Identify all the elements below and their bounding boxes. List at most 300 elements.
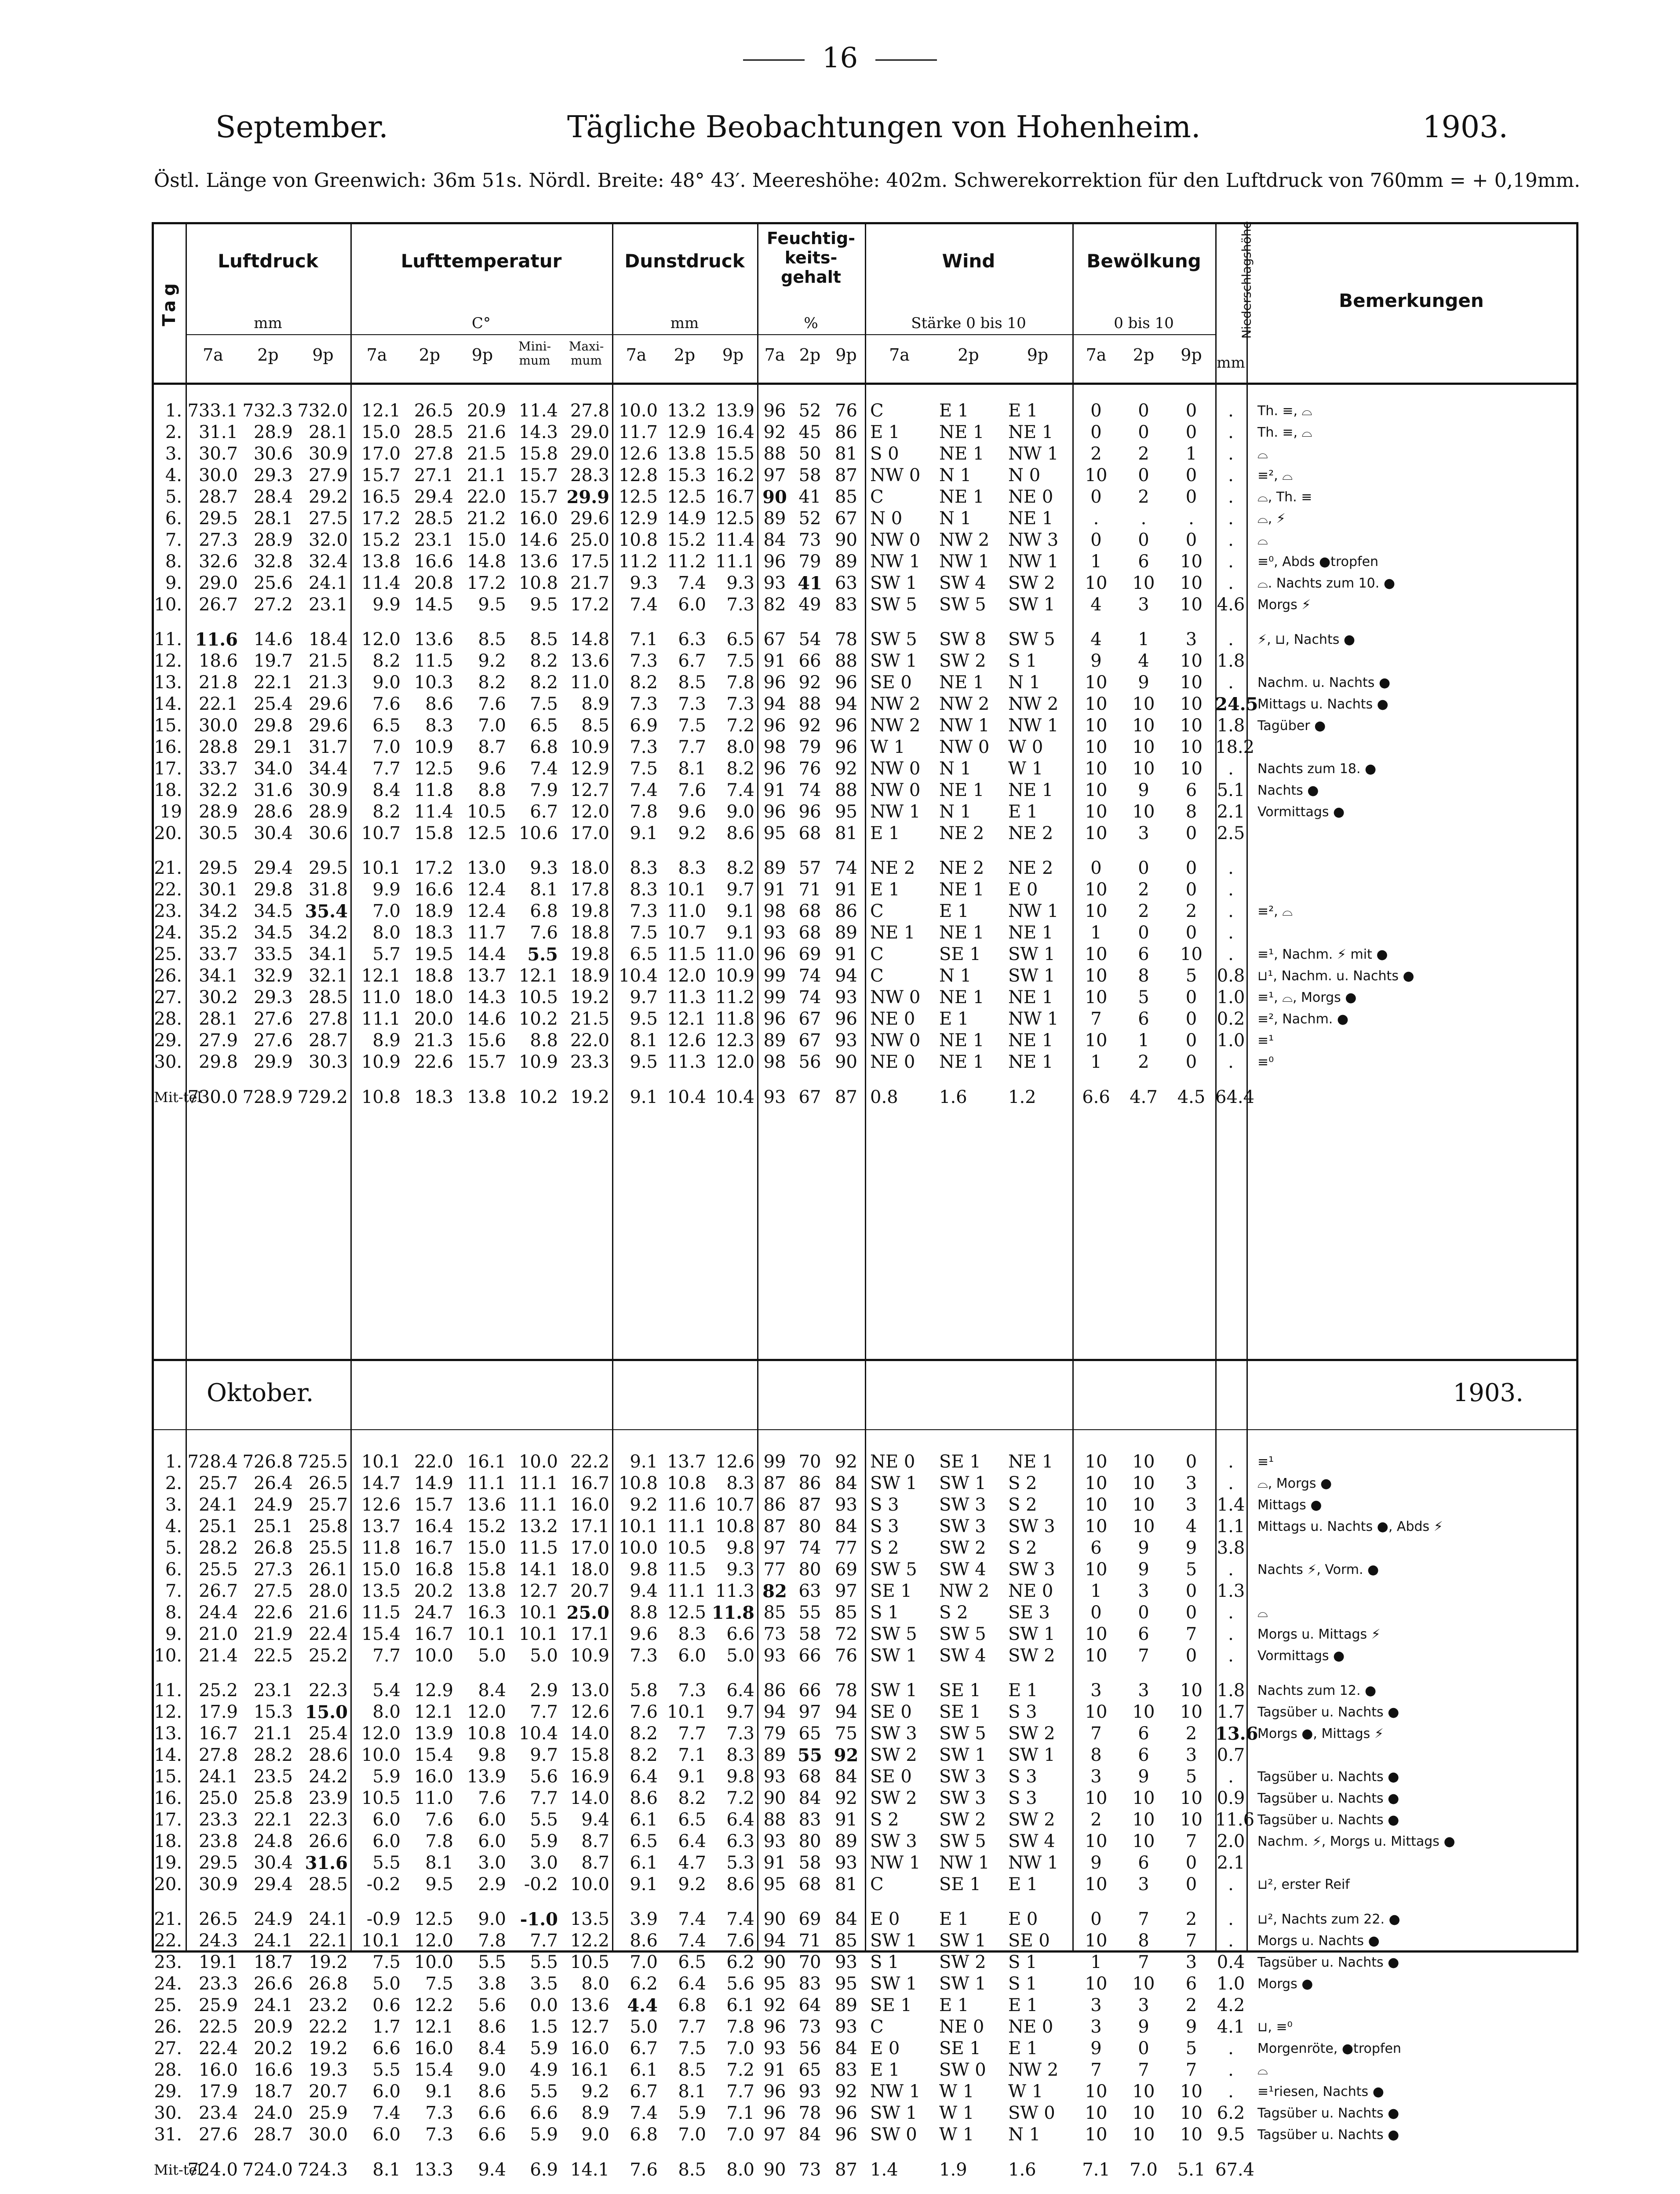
value-cell: 90 bbox=[763, 2160, 786, 2180]
value-cell: 93 bbox=[763, 1831, 786, 1851]
value-cell: 74 bbox=[798, 987, 821, 1008]
value-cell: 1.6 bbox=[939, 1087, 967, 1107]
value-cell: 10 bbox=[1085, 737, 1108, 757]
value-cell: 7.4 bbox=[372, 2103, 401, 2123]
value-cell: SW 1 bbox=[939, 1745, 986, 1765]
value-cell: 7.0 bbox=[630, 1952, 658, 1972]
value-cell: 9.2 bbox=[630, 1495, 658, 1515]
value-cell: 2 bbox=[1138, 901, 1149, 921]
value-cell: 7.8 bbox=[726, 672, 754, 693]
value-cell: NW 1 bbox=[939, 551, 990, 572]
day-cell: 2. bbox=[165, 422, 182, 442]
value-cell: 99 bbox=[763, 1452, 786, 1472]
value-cell: NE 1 bbox=[939, 923, 984, 943]
value-cell: 29.4 bbox=[253, 1874, 293, 1895]
value-cell: 13.9 bbox=[414, 1723, 453, 1744]
value-cell: 20.9 bbox=[466, 401, 506, 421]
value-cell: 25.5 bbox=[198, 1559, 238, 1580]
value-cell: 20.8 bbox=[414, 573, 453, 593]
value-cell: 0.6 bbox=[372, 1995, 401, 2015]
value-cell: 5 bbox=[1185, 966, 1197, 986]
value-cell: 25.0 bbox=[570, 530, 609, 550]
value-cell: 5.0 bbox=[530, 1646, 558, 1666]
value-cell: 31.1 bbox=[198, 422, 238, 442]
value-cell: 15.3 bbox=[667, 465, 706, 486]
value-cell: 81 bbox=[835, 823, 857, 843]
value-cell: 1 bbox=[1090, 1052, 1102, 1072]
value-cell: SW 1 bbox=[870, 651, 917, 671]
value-cell: 22.5 bbox=[198, 2017, 238, 2037]
value-cell: 8.6 bbox=[630, 1931, 658, 1951]
observation-table-frame bbox=[152, 221, 1578, 2180]
value-cell: 10 bbox=[1085, 1646, 1108, 1666]
value-cell: 27.1 bbox=[414, 465, 453, 486]
value-cell: 15.7 bbox=[414, 1495, 453, 1515]
value-cell: 2 bbox=[1138, 487, 1149, 507]
value-cell: 31.7 bbox=[308, 737, 348, 757]
value-cell: 19.2 bbox=[308, 1952, 348, 1972]
value-cell: 12.0 bbox=[414, 1931, 453, 1951]
value-cell: 69 bbox=[835, 1559, 857, 1580]
value-cell: 14.9 bbox=[414, 1473, 453, 1493]
value-cell: 10 bbox=[1085, 2103, 1108, 2123]
value-cell: N 1 bbox=[939, 966, 972, 986]
value-cell: 4.6 bbox=[1217, 595, 1245, 615]
value-cell: . bbox=[1228, 1909, 1234, 1929]
value-cell: 6.6 bbox=[530, 2103, 558, 2123]
value-cell: 49 bbox=[798, 595, 821, 615]
value-cell: 6.2 bbox=[630, 1974, 658, 1994]
value-cell: 8.2 bbox=[630, 672, 658, 693]
value-cell: 6.8 bbox=[630, 2125, 658, 2145]
value-cell: 21.0 bbox=[198, 1624, 238, 1644]
value-cell: 8.2 bbox=[530, 672, 558, 693]
value-cell: 58 bbox=[798, 1624, 821, 1644]
value-cell: 24.1 bbox=[308, 573, 348, 593]
value-cell: 9 bbox=[1090, 1853, 1102, 1873]
value-cell: 2 bbox=[1185, 1723, 1197, 1744]
value-cell: 89 bbox=[835, 1831, 857, 1851]
value-cell: 13.5 bbox=[570, 1909, 609, 1929]
value-cell: 28.1 bbox=[198, 1009, 238, 1029]
value-cell: 28.4 bbox=[253, 487, 293, 507]
value-cell: N 1 bbox=[1008, 2125, 1041, 2145]
value-cell: 9.8 bbox=[726, 1767, 754, 1787]
value-cell: 14.1 bbox=[518, 1559, 558, 1580]
value-cell: C bbox=[870, 944, 884, 964]
value-cell: 8.6 bbox=[478, 2017, 506, 2037]
day-cell: 3. bbox=[165, 1495, 182, 1515]
value-cell: 10.9 bbox=[715, 966, 754, 986]
table-row bbox=[154, 944, 1576, 965]
table-row bbox=[154, 1451, 1576, 1473]
value-cell: SW 2 bbox=[939, 1952, 986, 1972]
value-cell: 12.0 bbox=[667, 966, 706, 986]
value-cell: E 1 bbox=[1008, 1874, 1038, 1895]
value-cell: 23.1 bbox=[414, 530, 453, 550]
value-cell: 21.2 bbox=[466, 508, 506, 529]
value-cell: 17.0 bbox=[361, 444, 401, 464]
value-cell: 7.5 bbox=[630, 923, 658, 943]
value-cell: E 1 bbox=[870, 880, 900, 900]
value-cell: 10 bbox=[1132, 802, 1155, 822]
value-cell: 41 bbox=[798, 573, 822, 594]
tmin-header: Mini-mum bbox=[518, 339, 551, 368]
value-cell: 91 bbox=[763, 2060, 786, 2080]
title-row bbox=[215, 110, 1508, 154]
table-row bbox=[154, 1766, 1576, 1788]
mean-row bbox=[154, 2146, 1576, 2194]
value-cell: 5.9 bbox=[530, 2125, 558, 2145]
value-cell: 12.1 bbox=[361, 966, 401, 986]
value-cell: 84 bbox=[835, 1516, 857, 1537]
value-cell: 13.0 bbox=[570, 1680, 609, 1701]
value-cell: 3.5 bbox=[530, 1974, 558, 1994]
value-cell: 24.5 bbox=[1215, 694, 1258, 715]
value-cell: 12.6 bbox=[361, 1495, 401, 1515]
remark-cell: ≡², Nachm. ● bbox=[1257, 1011, 1349, 1027]
value-cell: 19.7 bbox=[253, 651, 293, 671]
value-cell: 8.3 bbox=[726, 1745, 754, 1765]
value-cell: 16.6 bbox=[414, 551, 453, 572]
value-cell: 8.2 bbox=[630, 1745, 658, 1765]
value-cell: 18.7 bbox=[253, 1952, 293, 1972]
value-cell: 22.1 bbox=[253, 672, 293, 693]
value-cell: 25.7 bbox=[308, 1495, 348, 1515]
value-cell: 10.1 bbox=[618, 1516, 658, 1537]
value-cell: 11.3 bbox=[715, 1581, 754, 1601]
remark-cell: ≡², ⌓ bbox=[1257, 904, 1293, 919]
value-cell: 9.0 bbox=[478, 2060, 506, 2080]
value-cell: 83 bbox=[835, 595, 857, 615]
table-row bbox=[154, 1723, 1576, 1745]
value-cell: 1.8 bbox=[1217, 716, 1245, 736]
value-cell: S 1 bbox=[870, 1952, 899, 1972]
table-row bbox=[154, 987, 1576, 1008]
value-cell: 7.7 bbox=[530, 1931, 558, 1951]
value-cell: SW 5 bbox=[939, 1723, 986, 1744]
w2-header: 2p bbox=[958, 345, 979, 365]
value-cell: 56 bbox=[798, 2038, 821, 2059]
value-cell: 27.5 bbox=[308, 508, 348, 529]
value-cell: 13.6 bbox=[518, 551, 558, 572]
day-cell: 22. bbox=[154, 880, 182, 900]
value-cell: 9.2 bbox=[678, 823, 706, 843]
value-cell: 8.2 bbox=[478, 672, 506, 693]
value-cell: 29.8 bbox=[253, 716, 293, 736]
value-cell: 12.6 bbox=[570, 1702, 609, 1722]
value-cell: 27.9 bbox=[308, 465, 348, 486]
value-cell: C bbox=[870, 966, 884, 986]
value-cell: 7.8 bbox=[726, 2017, 754, 2037]
value-cell: 7.4 bbox=[630, 595, 658, 615]
value-cell: 2 bbox=[1185, 1909, 1197, 1929]
oktober-month-label: Oktober. bbox=[207, 1379, 314, 1407]
value-cell: 1.0 bbox=[1217, 1030, 1245, 1051]
value-cell: 32.0 bbox=[308, 530, 348, 550]
value-cell: 5 bbox=[1138, 987, 1149, 1008]
value-cell: 18.6 bbox=[198, 651, 238, 671]
value-cell: E 0 bbox=[870, 1909, 900, 1929]
value-cell: 10 bbox=[1085, 716, 1108, 736]
remark-cell: ⌓ bbox=[1257, 533, 1268, 548]
value-cell: 18.0 bbox=[570, 858, 609, 878]
value-cell: 10 bbox=[1085, 1559, 1108, 1580]
value-cell: 0 bbox=[1185, 823, 1197, 843]
day-cell: 14. bbox=[154, 1745, 182, 1765]
value-cell: SW 5 bbox=[939, 1831, 986, 1851]
value-cell: 22.6 bbox=[253, 1603, 293, 1623]
value-cell: 10.9 bbox=[414, 737, 453, 757]
value-cell: NE 0 bbox=[1008, 2017, 1053, 2037]
value-cell: 3.9 bbox=[630, 1909, 658, 1929]
value-cell: 67 bbox=[798, 1030, 821, 1051]
value-cell: 8.7 bbox=[581, 1853, 609, 1873]
value-cell: 7 bbox=[1185, 1624, 1197, 1644]
value-cell: 10.8 bbox=[518, 573, 558, 593]
value-cell: NE 0 bbox=[870, 1009, 915, 1029]
value-cell: 28.5 bbox=[414, 422, 453, 442]
remark-cell: Nachts zum 18. ● bbox=[1257, 761, 1377, 777]
value-cell: 15.6 bbox=[466, 1030, 506, 1051]
value-cell: 10.0 bbox=[618, 1538, 658, 1558]
value-cell: 10.4 bbox=[667, 1087, 706, 1107]
value-cell: 8.5 bbox=[678, 2060, 706, 2080]
value-cell: 16.7 bbox=[570, 1473, 609, 1493]
value-cell: 5.5 bbox=[530, 1810, 558, 1830]
value-cell: 0 bbox=[1185, 1052, 1197, 1072]
value-cell: . bbox=[1093, 508, 1099, 529]
value-cell: 15.0 bbox=[361, 1559, 401, 1580]
value-cell: 6.6 bbox=[478, 2125, 506, 2145]
value-cell: 34.1 bbox=[308, 944, 348, 964]
subheader-rule bbox=[186, 334, 1215, 335]
value-cell: 74 bbox=[798, 780, 821, 800]
value-cell: 11.1 bbox=[667, 1516, 706, 1537]
value-cell: 12.1 bbox=[414, 2017, 453, 2037]
value-cell: C bbox=[870, 2017, 884, 2037]
value-cell: NW 1 bbox=[870, 2081, 921, 2102]
value-cell: 6.9 bbox=[630, 716, 658, 736]
table-row bbox=[154, 694, 1576, 715]
value-cell: 7 bbox=[1090, 2060, 1102, 2080]
value-cell: 20.2 bbox=[414, 1581, 453, 1601]
value-cell: 89 bbox=[835, 1995, 857, 2015]
value-cell: 18.8 bbox=[570, 923, 609, 943]
value-cell: 17.2 bbox=[414, 858, 453, 878]
value-cell: 24.1 bbox=[198, 1767, 238, 1787]
day-cell: 1. bbox=[165, 1452, 182, 1472]
value-cell: 6.7 bbox=[630, 2038, 658, 2059]
value-cell: 10 bbox=[1132, 1516, 1155, 1537]
value-cell: 7 bbox=[1185, 2060, 1197, 2080]
value-cell: 14.6 bbox=[518, 530, 558, 550]
value-cell: 0 bbox=[1185, 1009, 1197, 1029]
value-cell: E 1 bbox=[939, 1995, 969, 2015]
value-cell: 11.4 bbox=[361, 573, 401, 593]
value-cell: 84 bbox=[763, 530, 786, 550]
value-cell: SE 1 bbox=[939, 1874, 981, 1895]
value-cell: S 3 bbox=[1008, 1767, 1037, 1787]
value-cell: 25.9 bbox=[198, 1995, 238, 2015]
value-cell: 83 bbox=[798, 1974, 821, 1994]
value-cell: SW 4 bbox=[939, 573, 986, 593]
table-row bbox=[154, 1952, 1576, 1973]
value-cell: 84 bbox=[835, 1909, 857, 1929]
table-row bbox=[154, 1645, 1576, 1667]
value-cell: 14.6 bbox=[253, 629, 293, 650]
value-cell: 5.8 bbox=[630, 1680, 658, 1701]
value-cell: 18.8 bbox=[414, 966, 453, 986]
value-cell: 21.5 bbox=[466, 444, 506, 464]
value-cell: W 1 bbox=[870, 737, 905, 757]
value-cell: 6.1 bbox=[630, 1810, 658, 1830]
value-cell: 10.8 bbox=[618, 530, 658, 550]
value-cell: . bbox=[1228, 858, 1234, 878]
day-cell: 12. bbox=[154, 651, 182, 671]
value-cell: E 1 bbox=[1008, 1680, 1038, 1701]
value-cell: 31.6 bbox=[305, 1853, 348, 1873]
day-cell: 7. bbox=[165, 1581, 182, 1601]
day-cell: 11. bbox=[154, 1680, 182, 1701]
value-cell: 6.5 bbox=[678, 1952, 706, 1972]
value-cell: 8.7 bbox=[478, 737, 506, 757]
value-cell: 93 bbox=[763, 573, 786, 593]
value-cell: NE 1 bbox=[1008, 1052, 1053, 1072]
value-cell: 85 bbox=[835, 1931, 857, 1951]
value-cell: NW 0 bbox=[870, 987, 921, 1008]
value-cell: 7.9 bbox=[530, 780, 558, 800]
value-cell: . bbox=[1228, 672, 1234, 693]
value-cell: 7.6 bbox=[478, 1788, 506, 1808]
value-cell: 10.0 bbox=[618, 401, 658, 421]
value-cell: SW 5 bbox=[870, 1624, 917, 1644]
value-cell: 5.5 bbox=[530, 1952, 558, 1972]
value-cell: 11.1 bbox=[715, 551, 754, 572]
value-cell: 11.5 bbox=[414, 651, 453, 671]
value-cell: 3 bbox=[1185, 629, 1197, 650]
value-cell: 0 bbox=[1138, 1603, 1149, 1623]
value-cell: 5.3 bbox=[726, 1853, 754, 1873]
value-cell: 11.1 bbox=[466, 1473, 506, 1493]
value-cell: 5.5 bbox=[372, 1853, 401, 1873]
value-cell: 23.9 bbox=[308, 1788, 348, 1808]
value-cell: SW 2 bbox=[1008, 1810, 1055, 1830]
value-cell: . bbox=[1228, 551, 1234, 572]
remark-cell bbox=[1246, 650, 1576, 672]
value-cell: NW 2 bbox=[870, 716, 921, 736]
value-cell: 29.9 bbox=[566, 487, 609, 507]
value-cell: SW 5 bbox=[870, 1559, 917, 1580]
value-cell: 9.8 bbox=[630, 1559, 658, 1580]
value-cell: 72 bbox=[835, 1624, 857, 1644]
value-cell: 28.5 bbox=[308, 1874, 348, 1895]
value-cell: 13.9 bbox=[715, 401, 754, 421]
table-row bbox=[154, 823, 1576, 844]
value-cell: 10.5 bbox=[361, 1788, 401, 1808]
value-cell: 96 bbox=[763, 551, 786, 572]
value-cell: 26.7 bbox=[198, 1581, 238, 1601]
w9-header: 9p bbox=[1027, 345, 1049, 365]
value-cell: 10 bbox=[1180, 672, 1203, 693]
value-cell: 8.4 bbox=[372, 780, 401, 800]
value-cell: 12.7 bbox=[570, 2017, 609, 2037]
value-cell: 728.9 bbox=[242, 1087, 293, 1107]
day-cell: 28. bbox=[154, 2060, 182, 2080]
day-cell: Mit-tel bbox=[154, 2161, 202, 2178]
value-cell: 12.1 bbox=[667, 1009, 706, 1029]
value-cell: 8.1 bbox=[678, 759, 706, 779]
table-row bbox=[154, 1516, 1576, 1537]
value-cell: 12.7 bbox=[570, 780, 609, 800]
value-cell: 10.8 bbox=[715, 1516, 754, 1537]
value-cell: 8.3 bbox=[630, 858, 658, 878]
value-cell: 28.6 bbox=[253, 802, 293, 822]
value-cell: 30.9 bbox=[308, 444, 348, 464]
value-cell: 77 bbox=[763, 1559, 786, 1580]
day-cell: 23. bbox=[154, 1952, 182, 1972]
value-cell: 56 bbox=[798, 1052, 821, 1072]
value-cell: 7.6 bbox=[478, 694, 506, 714]
remark-cell: Nachm. ⚡, Morgs u. Mittags ● bbox=[1257, 1834, 1455, 1849]
value-cell: 724.0 bbox=[242, 2160, 293, 2180]
value-cell: 73 bbox=[798, 530, 821, 550]
value-cell: 35.4 bbox=[305, 901, 348, 922]
value-cell: 5.5 bbox=[478, 1952, 506, 1972]
value-cell: 10 bbox=[1132, 573, 1155, 593]
table-row bbox=[154, 2016, 1576, 2038]
value-cell: E 1 bbox=[870, 422, 900, 442]
value-cell: W 1 bbox=[939, 2081, 974, 2102]
day-cell: 24. bbox=[154, 923, 182, 943]
value-cell: . bbox=[1228, 444, 1234, 464]
value-cell: 9.3 bbox=[726, 573, 754, 593]
value-cell: SW 3 bbox=[870, 1831, 917, 1851]
value-cell: SE 1 bbox=[939, 944, 981, 964]
remark-cell: ⌓, ⚡ bbox=[1257, 511, 1286, 526]
value-cell: 19.2 bbox=[308, 2038, 348, 2059]
value-cell: 8.3 bbox=[425, 716, 453, 736]
value-cell: 11.6 bbox=[667, 1495, 706, 1515]
value-cell: 57 bbox=[798, 858, 821, 878]
t7-header: 7a bbox=[366, 345, 387, 365]
value-cell: 10 bbox=[1085, 2125, 1108, 2145]
value-cell: 20.0 bbox=[414, 1009, 453, 1029]
value-cell: 11.5 bbox=[667, 944, 706, 964]
value-cell: 5 bbox=[1185, 1559, 1197, 1580]
value-cell: NW 0 bbox=[870, 759, 921, 779]
value-cell: 3 bbox=[1090, 1680, 1102, 1701]
value-cell: 7.3 bbox=[425, 2125, 453, 2145]
value-cell: 8.3 bbox=[630, 880, 658, 900]
value-cell: 10 bbox=[1085, 1473, 1108, 1493]
value-cell: 87 bbox=[835, 1087, 857, 1107]
value-cell: 10.7 bbox=[715, 1495, 754, 1515]
value-cell: 84 bbox=[798, 2125, 821, 2145]
value-cell: 86 bbox=[835, 901, 857, 921]
value-cell: 79 bbox=[763, 1723, 786, 1744]
value-cell: 8.2 bbox=[726, 759, 754, 779]
value-cell: 7.7 bbox=[726, 2081, 754, 2102]
value-cell: 15.4 bbox=[414, 1745, 453, 1765]
value-cell: 94 bbox=[835, 1702, 857, 1722]
value-cell: 0 bbox=[1090, 401, 1102, 421]
value-cell: 96 bbox=[835, 672, 857, 693]
table-row bbox=[154, 1051, 1576, 1073]
value-cell: 10.0 bbox=[361, 1745, 401, 1765]
value-cell: 76 bbox=[798, 759, 821, 779]
value-cell: NW 1 bbox=[939, 716, 990, 736]
